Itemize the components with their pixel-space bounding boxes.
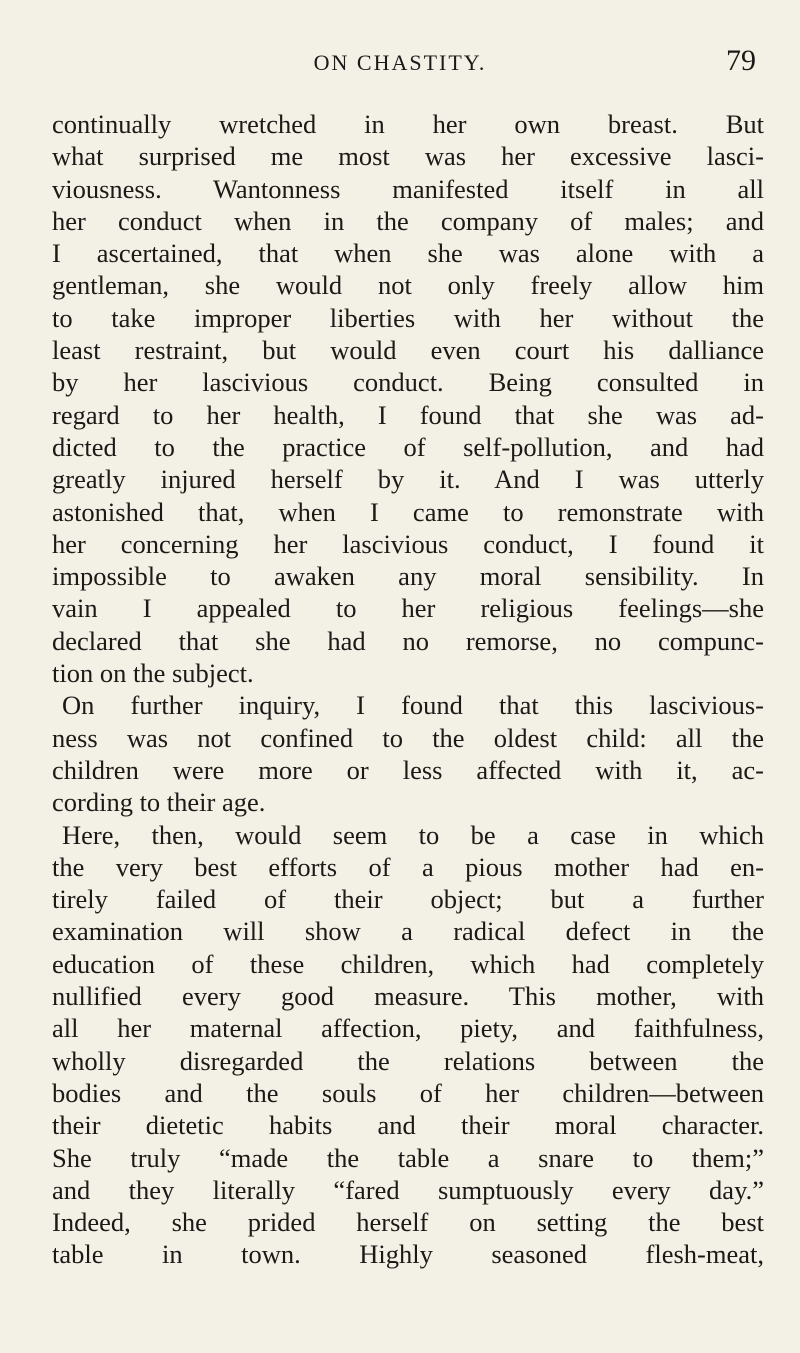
text-line: and they literally “fared sumptuously every day.” bbox=[52, 1174, 764, 1205]
text-line: the very best efforts of a pious mother had en- bbox=[52, 851, 764, 882]
text-line: what surprised me most was her excessive lasci- bbox=[52, 141, 764, 172]
text-line: greatly injured herself by it. And I was utterly bbox=[52, 464, 764, 495]
text-line: education of these children, which had completely bbox=[52, 948, 764, 979]
text-line: children were more or less affected with it, ac- bbox=[52, 754, 764, 785]
running-head bbox=[40, 44, 760, 84]
text-line: tirely failed of their object; but a further bbox=[52, 884, 764, 915]
text-line: declared that she had no remorse, no compunc- bbox=[52, 625, 764, 656]
text-line: bodies and the souls of her children—between bbox=[52, 1077, 764, 1108]
page-number: 79 bbox=[726, 44, 756, 77]
text-line: gentleman, she would not only freely allow him bbox=[52, 270, 764, 301]
text-line: tion on the subject. bbox=[52, 658, 254, 689]
text-line: wholly disregarded the relations between the bbox=[52, 1045, 764, 1076]
text-line: vain I appealed to her religious feelings—she bbox=[52, 593, 764, 624]
text-line: nullified every good measure. This mother, with bbox=[52, 981, 764, 1012]
text-line: examination will show a radical defect in the bbox=[52, 916, 764, 947]
text-line: regard to her health, I found that she was ad- bbox=[52, 399, 764, 430]
text-line: by her lascivious conduct. Being consulted in bbox=[52, 367, 764, 398]
text-line: least restraint, but would even court his dalliance bbox=[52, 335, 764, 366]
text-line: to take improper liberties with her without the bbox=[52, 302, 764, 333]
text-line: dicted to the practice of self-pollution, and had bbox=[52, 431, 764, 462]
text-line: Indeed, she prided herself on setting the best bbox=[52, 1207, 764, 1238]
text-line: cording to their age. bbox=[52, 787, 266, 818]
text-line: impossible to awaken any moral sensibility. In bbox=[52, 561, 764, 592]
text-line: She truly “made the table a snare to them;” bbox=[52, 1142, 764, 1173]
body-text bbox=[52, 108, 764, 1271]
text-line: Here, then, would seem to be a case in which bbox=[62, 819, 764, 850]
text-line: her concerning her lascivious conduct, I found it bbox=[52, 528, 764, 559]
text-line: all her maternal affection, piety, and faithfulness, bbox=[52, 1013, 764, 1044]
text-line: On further inquiry, I found that this lascivious- bbox=[62, 690, 764, 721]
text-line: continually wretched in her own breast. But bbox=[52, 109, 764, 139]
text-line: her conduct when in the company of males; and bbox=[52, 205, 764, 236]
text-line: viousness. Wantonness manifested itself in all bbox=[52, 173, 764, 204]
text-line: I ascertained, that when she was alone with a bbox=[52, 238, 764, 269]
text-line: table in town. Highly seasoned flesh-meat, bbox=[52, 1239, 764, 1270]
text-line: ness was not confined to the oldest child: all the bbox=[52, 722, 764, 753]
text-line: astonished that, when I came to remonstrate with bbox=[52, 496, 764, 527]
running-title: ON CHASTITY. bbox=[313, 50, 487, 75]
text-line: their dietetic habits and their moral character. bbox=[52, 1110, 764, 1141]
